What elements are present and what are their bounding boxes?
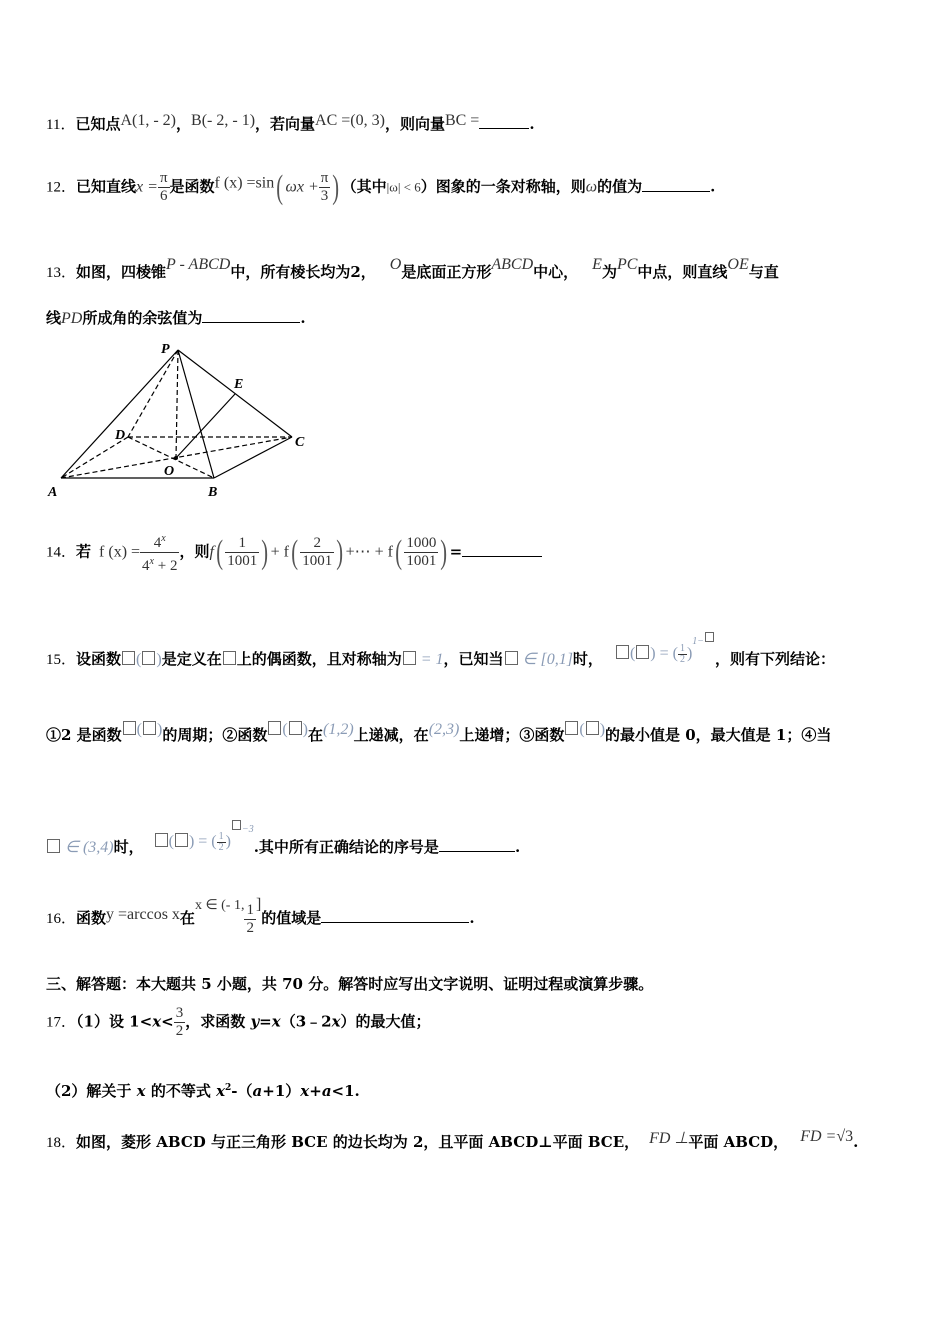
placeholder-glyph bbox=[705, 632, 714, 642]
denominator: 1001 bbox=[406, 553, 437, 569]
text: 是定义在 bbox=[161, 650, 222, 668]
text: . bbox=[300, 309, 306, 327]
label-e: E bbox=[234, 377, 244, 392]
text: . bbox=[469, 909, 475, 927]
math-function: f (x) =sin bbox=[214, 174, 275, 192]
text: 是底面正方形 bbox=[401, 263, 492, 281]
text: 2， bbox=[350, 263, 376, 281]
placeholder-glyph bbox=[586, 721, 599, 735]
placeholder-glyph bbox=[636, 645, 649, 659]
math-pd: PD bbox=[61, 310, 83, 327]
denominator: 2 bbox=[246, 919, 254, 936]
text: 与直 bbox=[748, 263, 779, 281]
math-sqrt3: √3 bbox=[836, 1128, 854, 1145]
text: （其中 bbox=[341, 177, 387, 196]
exponent: −3 bbox=[241, 824, 254, 835]
math: ∈ [0,1] bbox=[518, 651, 573, 668]
math-oe: OE bbox=[727, 256, 749, 273]
numerator: 1 bbox=[225, 535, 259, 553]
label-o: O bbox=[164, 464, 175, 479]
placeholder-glyph bbox=[175, 833, 188, 847]
math: ) = bbox=[188, 833, 212, 850]
text: 的值为 bbox=[597, 177, 643, 196]
placeholder-glyph bbox=[47, 839, 60, 853]
paren-left: ( bbox=[276, 168, 284, 206]
text: 时， bbox=[113, 838, 144, 856]
math-plus-f: + f bbox=[270, 543, 289, 561]
exponent: x bbox=[149, 556, 154, 567]
answer-blank[interactable] bbox=[202, 308, 300, 323]
fraction-3-2 bbox=[174, 1005, 186, 1040]
answer-blank[interactable] bbox=[321, 908, 469, 923]
math: = 1 bbox=[416, 651, 444, 668]
text: 的不等式 bbox=[145, 1082, 217, 1100]
text: 在 bbox=[179, 909, 195, 927]
text: ，则 bbox=[179, 542, 210, 561]
math-point-b: B(- 2, - 1) bbox=[191, 112, 256, 129]
math-abcd: ABCD bbox=[491, 256, 534, 273]
math-bracket: ] bbox=[255, 896, 262, 913]
math-o: O bbox=[389, 256, 402, 273]
text: . bbox=[710, 177, 716, 196]
text: ，已知当 bbox=[443, 650, 504, 668]
section-heading bbox=[46, 973, 653, 994]
answer-blank[interactable] bbox=[479, 114, 529, 129]
text: +1） bbox=[262, 1082, 301, 1100]
math-pc: PC bbox=[616, 256, 638, 273]
text: 中点，则直线 bbox=[637, 263, 728, 281]
text: 设函数 bbox=[76, 650, 122, 668]
placeholder-glyph bbox=[616, 645, 629, 659]
denominator: 1001 bbox=[302, 553, 333, 569]
denominator-tail: + 2 bbox=[154, 558, 178, 574]
paren-left: ( bbox=[395, 533, 403, 571]
placeholder-glyph bbox=[289, 721, 302, 735]
label-d: D bbox=[115, 428, 126, 443]
math-x: x bbox=[152, 1012, 162, 1031]
math-fd-eq: FD = bbox=[800, 1128, 837, 1145]
question-number: 15． bbox=[46, 652, 77, 668]
text: 上递减，在 bbox=[353, 726, 429, 744]
denominator: 3 bbox=[320, 188, 329, 204]
math-omega-range: |ω| < 6 bbox=[386, 179, 421, 195]
text: 上的偶函数，且对称轴为 bbox=[236, 650, 402, 668]
question-number: 17． bbox=[46, 1014, 77, 1031]
math-pyramid: P - ABCD bbox=[166, 256, 231, 273]
edge-bc bbox=[214, 437, 292, 478]
denominator: 1001 bbox=[227, 553, 258, 569]
text: 已知直线 bbox=[76, 177, 137, 196]
edge-pb bbox=[178, 350, 214, 478]
exponent: 2 bbox=[225, 1083, 232, 1093]
placeholder-glyph bbox=[223, 651, 236, 665]
denominator: 4 bbox=[142, 558, 150, 574]
text: 已知点 bbox=[75, 115, 121, 133]
math-omega-x: ωx + bbox=[285, 178, 319, 196]
numerator: 4 bbox=[153, 535, 162, 551]
question-18 bbox=[46, 1128, 858, 1152]
math-f: f bbox=[209, 543, 214, 561]
exponent: x bbox=[161, 533, 166, 544]
placeholder-glyph bbox=[565, 721, 578, 735]
text: .其中所有正确结论的序号是 bbox=[253, 838, 439, 856]
fraction-f bbox=[140, 530, 179, 575]
fraction-half bbox=[678, 644, 687, 665]
math-vector-ac: AC =(0, 3) bbox=[315, 112, 385, 129]
edge-pc bbox=[178, 350, 292, 437]
paren-right: ) bbox=[261, 533, 269, 571]
text: ①2 是函数 bbox=[46, 726, 122, 744]
question-16 bbox=[46, 896, 475, 937]
math-x: x bbox=[271, 1012, 281, 1031]
placeholder-glyph bbox=[268, 721, 281, 735]
math-interval: (1,2) bbox=[323, 721, 354, 738]
text: （3﹣2 bbox=[280, 1012, 332, 1031]
math-a: a bbox=[321, 1082, 332, 1100]
text: ）的最大值； bbox=[340, 1012, 431, 1031]
math-vector-bc: BC = bbox=[444, 112, 480, 129]
text: ，若向量 bbox=[255, 115, 316, 133]
text: 在 bbox=[308, 726, 324, 744]
numerator: 1 bbox=[218, 830, 224, 842]
question-17-part-2 bbox=[46, 1080, 360, 1101]
numerator: 3 bbox=[175, 1005, 184, 1021]
text: 中，所有棱长均为 bbox=[230, 263, 351, 281]
math-y: y bbox=[250, 1012, 260, 1031]
placeholder-glyph bbox=[122, 651, 135, 665]
math: ) = bbox=[650, 645, 673, 662]
question-number: 13． bbox=[46, 265, 77, 281]
text: 的周期；②函数 bbox=[162, 726, 268, 744]
denominator: 2 bbox=[175, 1023, 184, 1039]
question-13 bbox=[46, 256, 779, 282]
section-title: 三、解答题：本大题共 5 小题，共 70 分。解答时应写出文字说明、证明过程或演算步骤。 bbox=[46, 975, 654, 993]
text: <1. bbox=[331, 1082, 360, 1100]
edge-pd bbox=[128, 350, 178, 437]
text: （2）解关于 bbox=[46, 1082, 137, 1100]
math: ( bbox=[136, 651, 142, 668]
question-11 bbox=[46, 112, 535, 134]
fraction-pi-3 bbox=[319, 170, 331, 205]
question-14 bbox=[46, 530, 542, 575]
math-a: a bbox=[252, 1082, 263, 1100]
text: . bbox=[514, 838, 521, 856]
placeholder-glyph bbox=[403, 651, 416, 665]
text: 如图，四棱锥 bbox=[76, 263, 167, 281]
answer-blank[interactable] bbox=[462, 542, 542, 557]
placeholder-glyph bbox=[155, 833, 168, 847]
math-x: x bbox=[300, 1082, 310, 1100]
numerator: π bbox=[159, 170, 168, 186]
edge-pa bbox=[61, 350, 178, 478]
text: 中心， bbox=[533, 263, 579, 281]
placeholder-glyph bbox=[232, 820, 241, 830]
numerator: π bbox=[320, 170, 329, 186]
question-17 bbox=[46, 1005, 431, 1040]
label-b: B bbox=[208, 485, 218, 500]
denominator: 2 bbox=[679, 653, 685, 665]
text: . bbox=[853, 1133, 859, 1151]
math-omega: ω bbox=[585, 178, 598, 196]
text: ，则有下列结论： bbox=[715, 650, 836, 668]
math: ) bbox=[156, 651, 162, 668]
placeholder-glyph bbox=[123, 721, 136, 735]
text: ，则向量 bbox=[384, 115, 445, 133]
text: 平面 ABCD， bbox=[688, 1133, 789, 1151]
text: = bbox=[259, 1012, 272, 1031]
question-number: 16． bbox=[46, 911, 77, 927]
math-point-a: A(1, - 2) bbox=[120, 112, 177, 129]
math: ( bbox=[629, 645, 636, 662]
text: 如图，菱形 ABCD 与正三角形 BCE 的边长均为 2，且平面 ABCD⊥平面 BCE， bbox=[76, 1133, 640, 1151]
text: （1）设 1< bbox=[76, 1012, 153, 1031]
question-number: 11． bbox=[46, 117, 76, 133]
paren-left: ( bbox=[291, 533, 299, 571]
point-o bbox=[174, 456, 178, 460]
math-plus-dots-f: +⋯ + f bbox=[345, 543, 393, 561]
fraction-half bbox=[244, 902, 256, 937]
text: -（ bbox=[231, 1082, 253, 1100]
text: ）图象的一条对称轴，则 bbox=[420, 177, 586, 196]
text: 若 bbox=[76, 542, 92, 561]
text: 函数 bbox=[76, 909, 107, 927]
fraction-1000-1001 bbox=[404, 535, 438, 570]
math-interval: (2,3) bbox=[428, 721, 460, 738]
height-po bbox=[176, 350, 178, 458]
fraction-half bbox=[217, 832, 226, 853]
paren-left: ( bbox=[216, 533, 223, 571]
answer-blank[interactable] bbox=[439, 837, 515, 852]
pyramid-figure bbox=[40, 338, 320, 503]
text: 为 bbox=[601, 263, 617, 281]
text: 是函数 bbox=[169, 177, 215, 196]
text: 时， bbox=[572, 650, 603, 668]
label-c: C bbox=[295, 435, 305, 450]
denominator: 2 bbox=[218, 841, 224, 853]
math-arccos: y =arccos x bbox=[106, 906, 180, 923]
fraction-2-1001 bbox=[300, 535, 334, 570]
text: 的值域是 bbox=[261, 909, 322, 927]
question-13-line-2 bbox=[46, 307, 306, 328]
text: 的最小值是 0，最大值是 1；④当 bbox=[605, 726, 832, 744]
denominator: 6 bbox=[159, 188, 168, 204]
question-15-line-3: ∈ (3,4)时， ( ) = ( $\frac{1}{2}$ )$^{-3}$.其中所有正确结论的序号是 . bbox=[46, 820, 520, 857]
question-number: 18． bbox=[46, 1135, 77, 1151]
math-x: x bbox=[136, 1082, 146, 1100]
math-domain: x ∈ (- 1, bbox=[194, 898, 245, 913]
text: ，求函数 bbox=[185, 1012, 251, 1031]
placeholder-glyph bbox=[142, 651, 155, 665]
equals: = bbox=[449, 542, 463, 561]
math: ( bbox=[168, 833, 174, 850]
label-a: A bbox=[48, 485, 58, 500]
math-fd-perp: FD ⊥ bbox=[649, 1130, 689, 1147]
fraction-pi-6 bbox=[158, 170, 170, 205]
numerator: 2 bbox=[300, 535, 334, 553]
question-15-line-2: ①2 是函数 ( )的周期；②函数 ( )在(1,2)上递减，在(2,3)上递增；③函数 ( )的最小值是 0，最大值是 1；④当 bbox=[46, 721, 832, 744]
label-p: P bbox=[161, 342, 170, 357]
question-12 bbox=[46, 170, 715, 205]
math-x: x bbox=[331, 1012, 341, 1031]
fraction-1-1001 bbox=[225, 535, 259, 570]
text: 线 bbox=[46, 309, 62, 327]
numerator: 1 bbox=[246, 901, 254, 918]
text: < bbox=[161, 1012, 174, 1031]
paren-right: ) bbox=[440, 533, 448, 571]
math-x: x bbox=[216, 1082, 226, 1100]
paren-right: ) bbox=[336, 533, 344, 571]
placeholder-glyph bbox=[505, 651, 518, 665]
question-number: 12． bbox=[46, 179, 77, 196]
text: 所成角的余弦值为 bbox=[82, 309, 203, 327]
math-interval: ∈ (3,4) bbox=[61, 839, 114, 856]
math-e: E bbox=[592, 256, 602, 273]
text: ， bbox=[176, 115, 192, 133]
question-number: 14． bbox=[46, 544, 77, 561]
exponent: 1− bbox=[692, 636, 705, 647]
numerator: 1000 bbox=[406, 535, 437, 551]
numerator: 1 bbox=[679, 642, 685, 654]
text: . bbox=[529, 115, 535, 133]
paren-right: ) bbox=[332, 168, 340, 206]
math-function: f (x) = bbox=[99, 543, 141, 561]
text: 上递增；③函数 bbox=[459, 726, 565, 744]
placeholder-glyph bbox=[143, 721, 156, 735]
question-15: 15．设函数 ( )是定义在 上的偶函数，且对称轴为 = 1，已知当 ∈ [0,1]时， ( ) = ( $\frac{1}{2}$ )$^{1-}$，则有下列结论： bbox=[46, 632, 835, 669]
text: + bbox=[309, 1082, 322, 1100]
math-x: x = bbox=[136, 178, 158, 196]
answer-blank[interactable] bbox=[642, 177, 710, 192]
